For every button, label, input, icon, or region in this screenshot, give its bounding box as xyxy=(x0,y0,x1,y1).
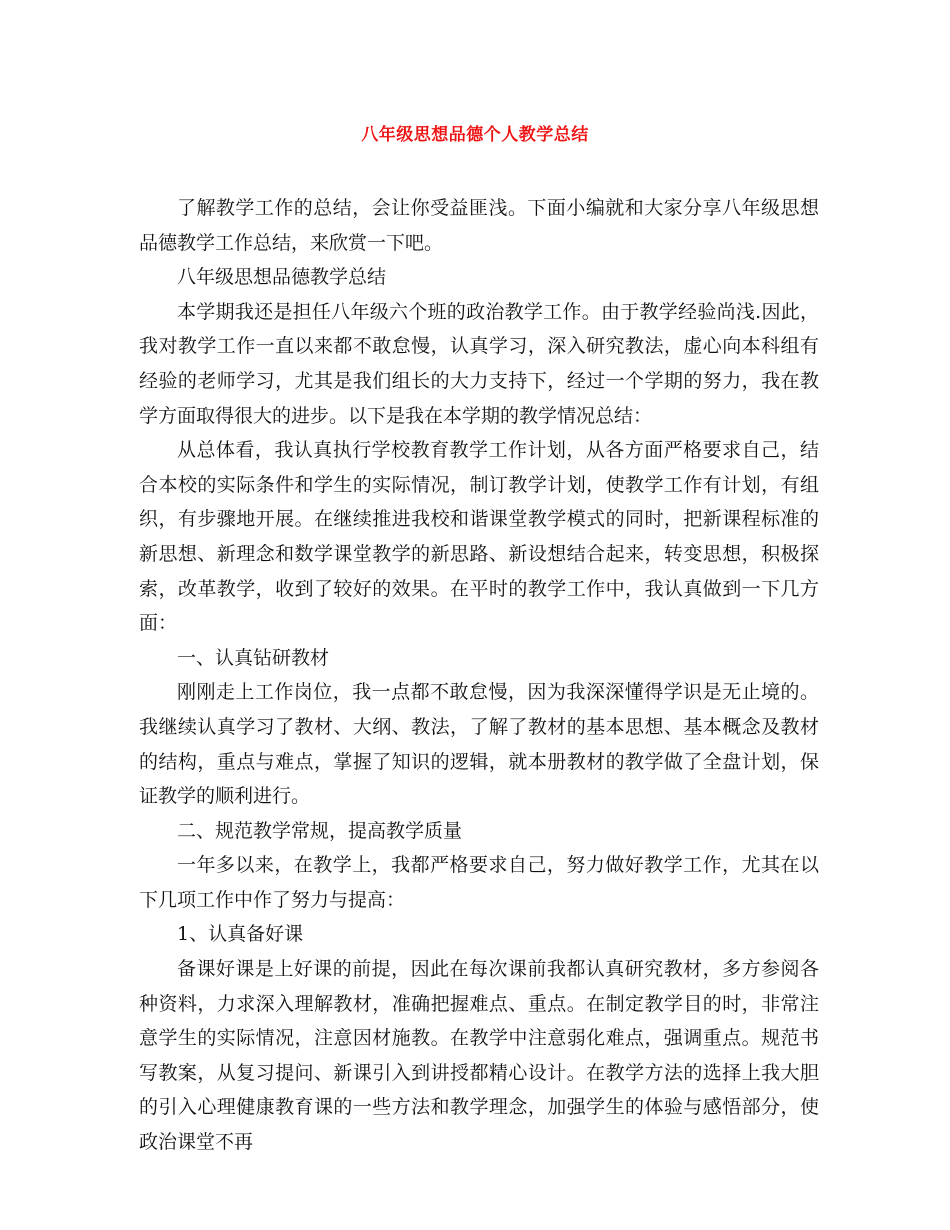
paragraph-general: 从总体看，我认真执行学校教育教学工作计划，从各方面严格要求自己，结合本校的实际条件和学生的实际情况，制订教学计划，使教学工作有计划，有组织，有步骤地开展。在继续推进我校和谐课堂教学模式的同时，把新课程标准的新思想、新理念和数学课堂教学的新思路、新设想结合起来，转变思想，积极探索，改革教学，收到了较好的效果。在平时的教学工作中，我认真做到一下几方面： xyxy=(139,439,819,635)
paragraph-section-1: 刚刚走上工作岗位，我一点都不敢怠慢，因为我深深懂得学识是无止境的。我继续认真学习了教材、大纲、教法，了解了教材的基本思想、基本概念及教材的结构，重点与难点，掌握了知识的逻辑，就本册教材的教学做了全盘计划，保证教学的顺利进行。 xyxy=(139,681,819,808)
document-title: 八年级思想品德个人教学总结 xyxy=(361,125,589,145)
paragraph-subsection-1: 备课好课是上好课的前提，因此在每次课前我都认真研究教材，多方参阅各种资料，力求深入理解教材，准确把握难点、重点。在制定教学目的时，非常注意学生的实际情况，注意因材施教。在教学中注意弱化难点，强调重点。规范书写教案，从复习提问、新课引入到讲授都精心设计。在教学方法的选择上我大胆的引入心理健康教育课的一些方法和教学理念，加强学生的体验与感悟部分，使政治课堂不再 xyxy=(139,958,819,1154)
paragraph-intro: 了解教学工作的总结，会让你受益匪浅。下面小编就和大家分享八年级思想品德教学工作总结，来欣赏一下吧。 xyxy=(139,197,819,254)
paragraph-section-2: 一年多以来，在教学上，我都严格要求自己，努力做好教学工作，尤其在以下几项工作中作了努力与提高： xyxy=(139,854,819,911)
section-heading-2: 二、规范教学常规，提高教学质量 xyxy=(177,819,463,842)
section-heading-1: 一、认真钻研教材 xyxy=(177,646,330,669)
paragraph-overview: 本学期我还是担任八年级六个班的政治教学工作。由于教学经验尚浅.因此，我对教学工作一直以来都不敢怠慢，认真学习，深入研究教法，虚心向本科组有经验的老师学习，尤其是我们组长的大力支持下，经过一个学期的努力，我在教学方面取得很大的进步。以下是我在本学期的教学情况总结： xyxy=(139,300,819,427)
document-body xyxy=(139,191,819,1160)
paragraph-subtitle: 八年级思想品德教学总结 xyxy=(177,266,387,289)
subsection-heading-1: 1、认真备好课 xyxy=(177,923,304,946)
